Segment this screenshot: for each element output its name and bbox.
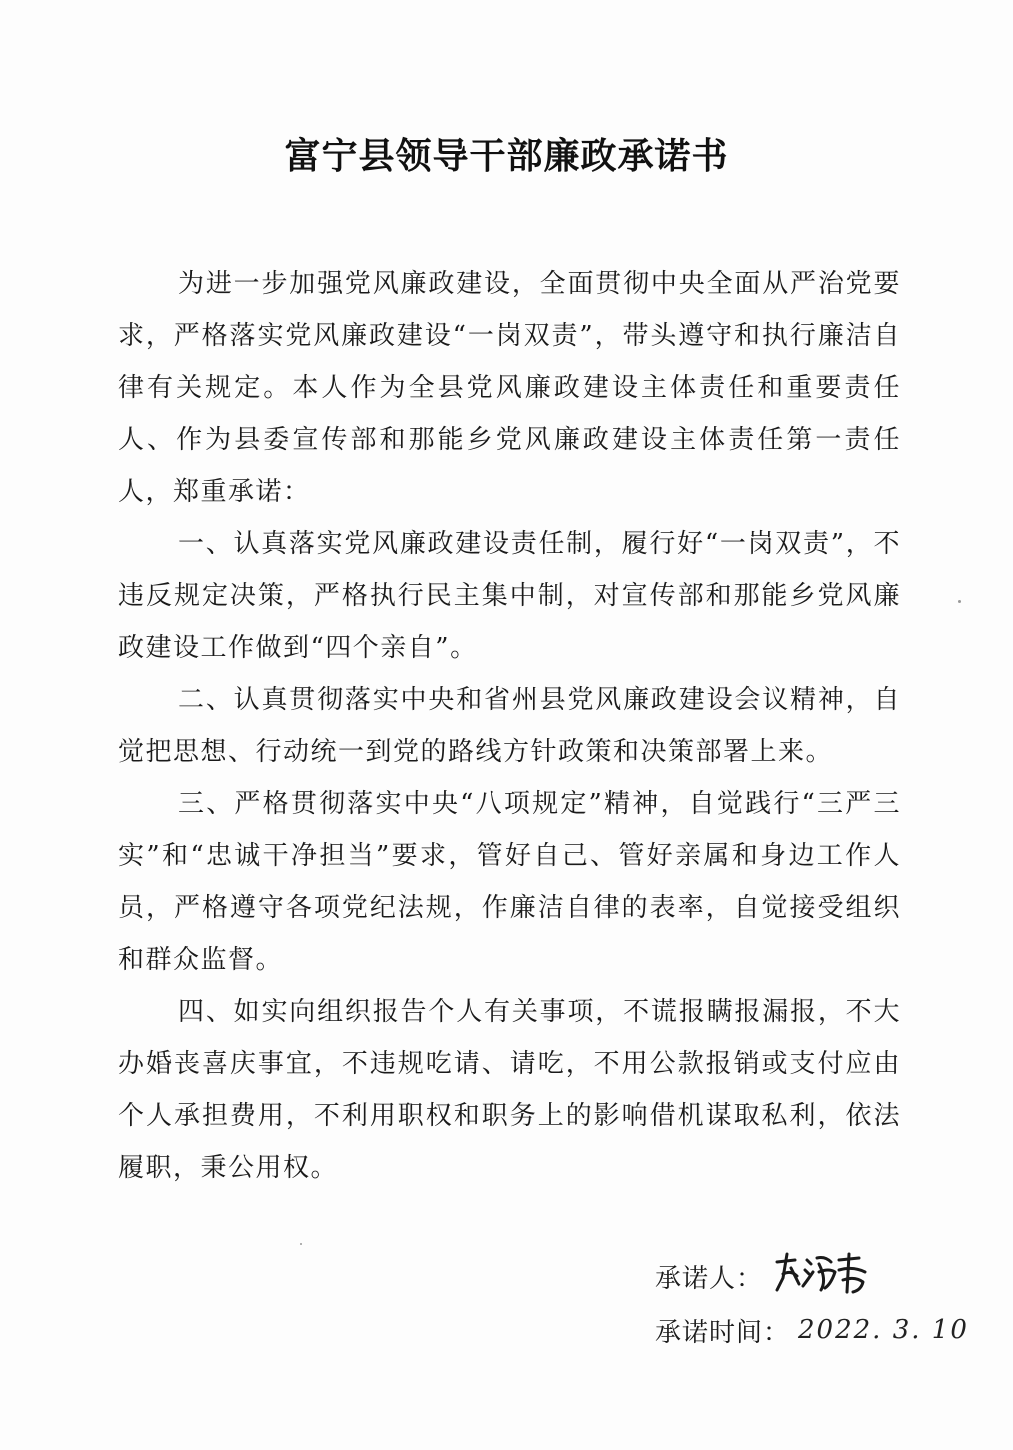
handwritten-signature	[769, 1250, 879, 1303]
document-body	[118, 258, 901, 1194]
document-title: 富宁县领导干部廉政承诺书	[284, 135, 729, 177]
commitment-item-2: 二、认真贯彻落实中央和省州县党风廉政建设会议精神，自觉把思想、行动统一到党的路线方针政策和决策部署上来。	[118, 685, 901, 767]
scan-speck	[958, 600, 961, 603]
promisor-label: 承诺人：	[655, 1263, 764, 1294]
commitment-item-3: 三、严格贯彻落实中央“八项规定”精神，自觉践行“三严三实”和“忠诚干净担当”要求，管好自己、管好亲属和身边工作人员，严格遵守各项党纪法规，作廉洁自律的表率，自觉接受组织和群众监督。	[118, 789, 901, 975]
scan-speck	[300, 1243, 302, 1245]
signature-block	[655, 1252, 969, 1354]
handwritten-date: 2022. 3. 10	[798, 1315, 969, 1345]
intro-paragraph: 为进一步加强党风廉政建设，全面贯彻中央全面从严治党要求，严格落实党风廉政建设“一岗双责”，带头遵守和执行廉洁自律有关规定。本人作为全县党风廉政建设主体责任和重要责任人、作为县委宣传部和那能乡党风廉政建设主体责任第一责任人，郑重承诺：	[118, 269, 901, 507]
date-label: 承诺时间：	[655, 1317, 791, 1348]
commitment-item-1: 一、认真落实党风廉政建设责任制，履行好“一岗双责”，不违反规定决策，严格执行民主集中制，对宣传部和那能乡党风廉政建设工作做到“四个亲自”。	[118, 529, 901, 663]
promisor-row	[655, 1252, 955, 1300]
commitment-item-4: 四、如实向组织报告个人有关事项，不谎报瞒报漏报，不大办婚丧喜庆事宜，不违规吃请、请吃，不用公款报销或支付应由个人承担费用，不利用职权和职务上的影响借机谋取私利，依法履职，秉公用权。	[118, 997, 901, 1183]
date-row	[655, 1306, 969, 1354]
